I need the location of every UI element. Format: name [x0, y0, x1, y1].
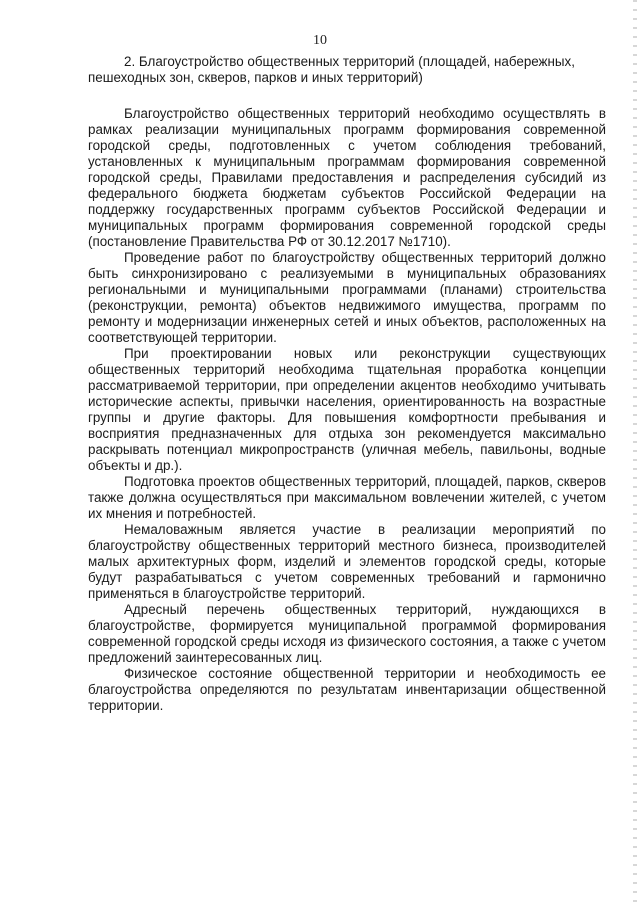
paragraph: Проведение работ по благоустройству общественных территорий должно быть синхронизировано с реализуемыми в муниципальных образованиях региональными и муниципальными программами (планами) строительства (реконструкции, ремонта) объектов недвижимого имущества, программ по ремонту и модернизации инженерных сетей и иных объектов, расположенных на соответствующей территории.	[88, 250, 606, 345]
paragraph: Благоустройство общественных территорий необходимо осуществлять в рамках реализации муниципальных программ формирования современной городской среды, подготовленных с учетом соблюдения требований, установленных к муниципальным программам формирования современной городской среды, Правилами предоставления и распределения субсидий из федерального бюджета бюджетам субъектов Российской Федерации на поддержку государственных программ субъектов Российской Федерации и муниципальных программ формирования современной городской среды (постановление Правительства РФ от 30.12.2017 №1710).	[88, 106, 606, 249]
paragraph: Физическое состояние общественной территории и необходимость ее благоустройства определяются по результатам инвентаризации общественной территории.	[88, 666, 606, 713]
paragraph: Адресный перечень общественных территорий, нуждающихся в благоустройстве, формируется муниципальной программой формирования современной городской среды исходя из физического состояния, а также с учетом предложений заинтересованных лиц.	[88, 602, 606, 665]
paragraph: При проектировании новых или реконструкции существующих общественных территорий необходима тщательная проработка концепции рассматриваемой территории, при определении акцентов необходимо учитывать исторические аспекты, привычки населения, ориентированность на возрастные группы и другие факторы. Для повышения комфортности пребывания и восприятия предназначенных для отдыха зон рекомендуется максимально раскрывать потенциал микропространств (уличная мебель, павильоны, водные объекты и др.).	[88, 346, 606, 473]
scan-edge-marks	[633, 0, 637, 905]
paragraph: Немаловажным является участие в реализации мероприятий по благоустройству общественных территорий местного бизнеса, производителей малых архитектурных форм, изделий и элементов городской среды, которые будут разрабатываться с учетом современных требований и гармонично применяться в благоустройстве территорий.	[88, 522, 606, 601]
page-number: 10	[313, 33, 327, 48]
body-text	[88, 106, 606, 714]
section-heading: 2. Благоустройство общественных территорий (площадей, набережных, пешеходных зон, скверов, парков и иных территорий)	[88, 54, 575, 85]
paragraph: Подготовка проектов общественных территорий, площадей, парков, скверов также должна осуществляться при максимальном вовлечении жителей, с учетом их мнения и потребностей.	[88, 474, 606, 521]
